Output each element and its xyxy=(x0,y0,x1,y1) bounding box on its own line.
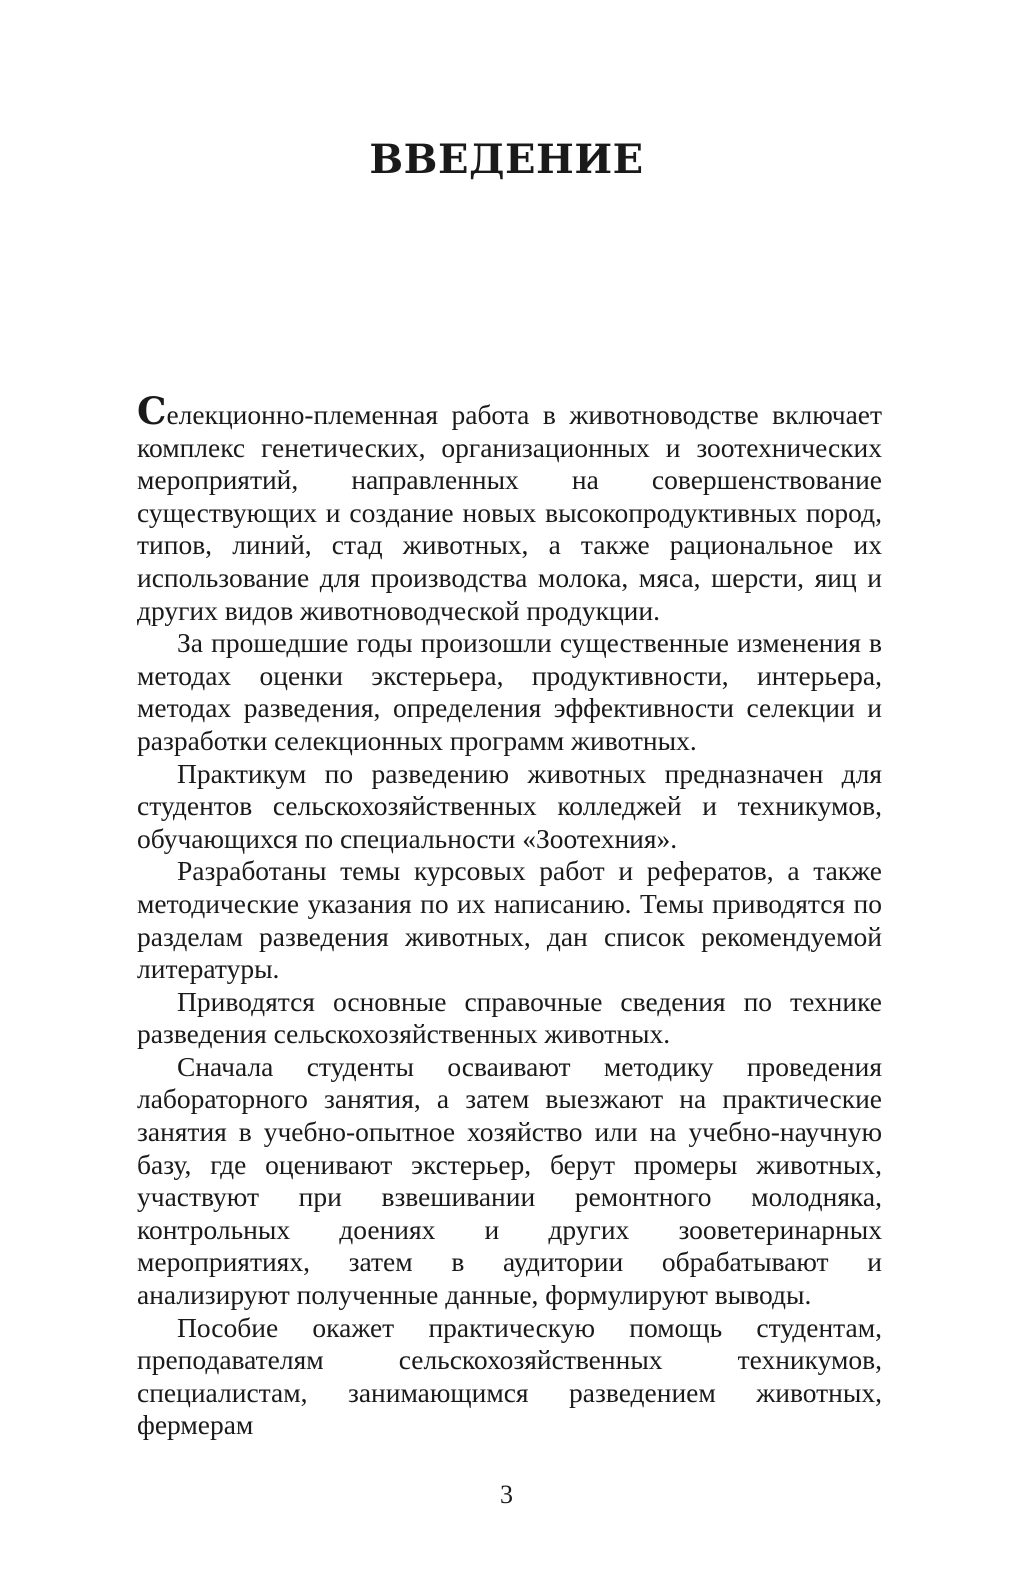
paragraph-5: Приводятся основные справочные сведения по технике разведения сельскохозяйственных животных. xyxy=(137,985,882,1050)
paragraph-2: За прошедшие годы произошли существенные изменения в методах оценки экстерьера, продуктивности, интерьера, методах разведения, определения эффективности селекции и разработки селекционных программ животных. xyxy=(137,627,882,756)
page-title: ВВЕДЕНИЕ xyxy=(369,136,644,183)
body-text xyxy=(137,389,882,1442)
paragraph-3: Практикум по разведению животных предназначен для студентов сельскохозяйственных колледжей и техникумов, обучающихся по специальности «Зоотехния». xyxy=(137,757,882,854)
paragraph-4: Разработаны темы курсовых работ и рефератов, а также методические указания по их написанию. Темы приводятся по разделам разведения животных, дан список рекомендуемой литературы. xyxy=(137,855,882,985)
drop-cap: С xyxy=(137,389,167,433)
paragraph-7: Пособие окажет практическую помощь студентам, преподавателям сельскохозяйственных техникумов, специалистам, занимающимся разведением животных, фермерам xyxy=(137,1311,882,1441)
paragraph-1 xyxy=(137,389,882,627)
paragraph-6: Сначала студенты осваивают методику проведения лабораторного занятия, а затем выезжают на практические занятия в учебно-опытное хозяйство или на учебно-научную базу, где оценивают экстерьер, берут промеры животных, участвуют при взвешивании ремонтного молодняка, контрольных доениях и других зооветеринарных мероприятиях, затем в аудитории обрабатывают и анализируют полученные данные, формулируют выводы. xyxy=(137,1050,882,1311)
paragraph-1-text: елекционно-племенная работа в животноводстве включает комплекс генетических, организационных и зоотехнических мероприятий, направленных на совершенствование существующих и создание новых высокопродуктивных пород, типов, линий, стад животных, а также рациональное их использование для производства молока, мяса, шерсти, яиц и других видов животноводческой продукции. xyxy=(137,399,882,626)
page-number: 3 xyxy=(500,1480,513,1509)
